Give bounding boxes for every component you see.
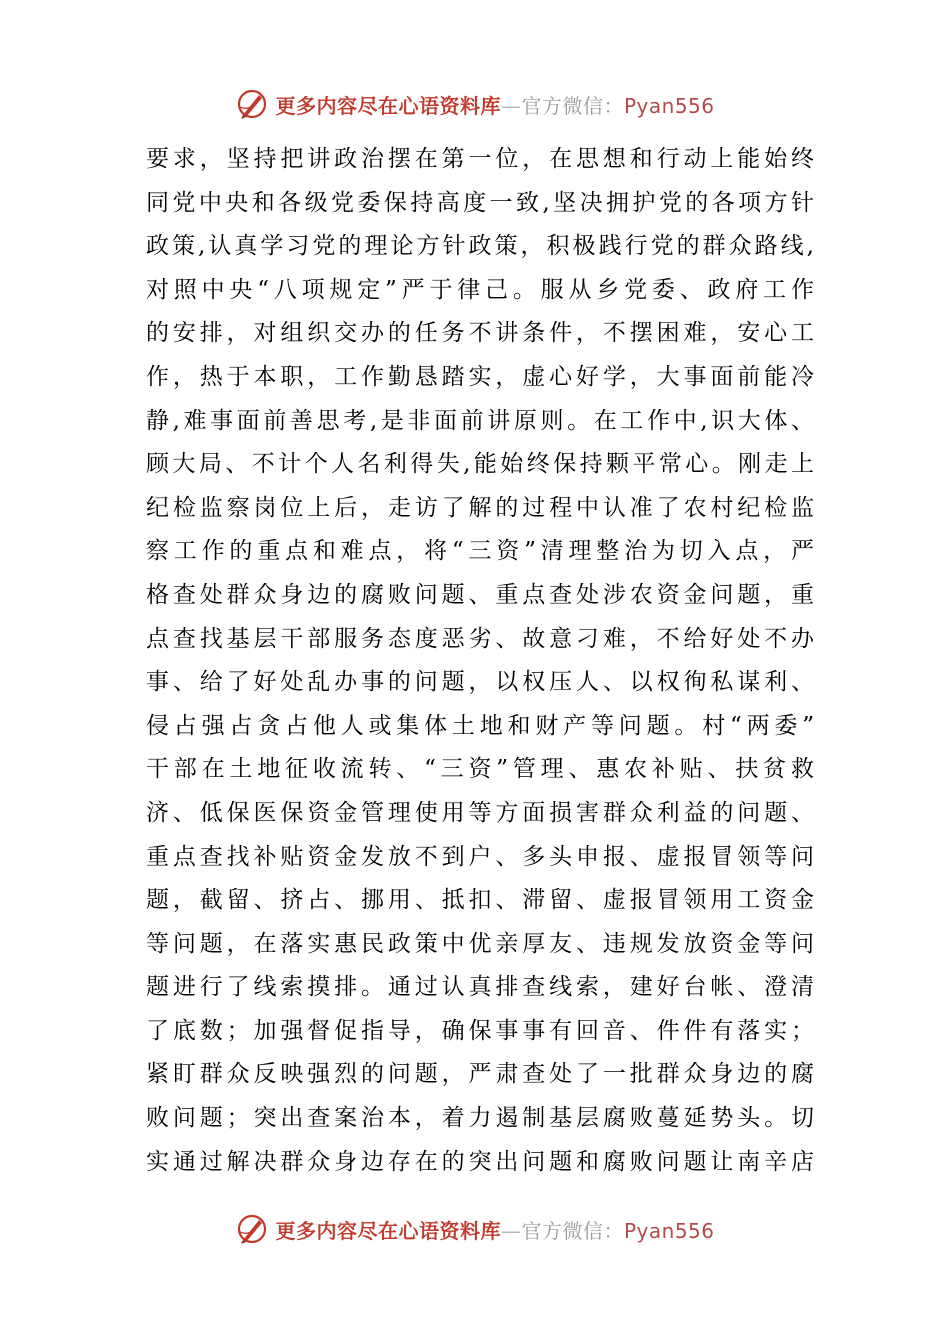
text-line: 实通过解决群众身边存在的突出问题和腐败问题让南辛店 [146,1148,814,1175]
text-line: 要求，坚持把讲政治摆在第一位，在思想和行动上能始终 [146,146,814,172]
text-line: 题进行了线索摸排。通过认真排查线索，建好台帐、澄清 [146,974,814,1001]
document-body [146,138,814,1184]
text-line: 察工作的重点和难点，将“三资”清理整治为切入点，严 [146,538,814,565]
text-line: 作，热于本职，工作勤恳踏实，虚心好学，大事面前能冷 [146,363,814,390]
text-line: 重点查找补贴资金发放不到户、多头申报、虚报冒领等问 [146,843,814,870]
watermark-text [275,1215,714,1244]
text-line: 等问题，在落实惠民政策中优亲厚友、违规发放资金等问 [146,930,814,957]
watermark-main: 更多内容尽在心语资料库 [275,1218,501,1243]
watermark-separator: — [500,1218,522,1243]
text-line: 的安排，对组织交办的任务不讲条件，不摆困难，安心工 [146,320,814,347]
watermark-text [275,90,714,119]
text-line: 点查找基层干部服务态度恶劣、故意刁难，不给好处不办 [146,625,814,652]
pen-logo-icon [235,1212,269,1246]
watermark-id: Pyan556 [623,1218,715,1243]
watermark-id: Pyan556 [623,93,715,118]
text-line: 了底数；加强督促指导，确保事事有回音、件件有落实； [146,1017,814,1044]
text-line: 败问题；突出查案治本，着力遏制基层腐败蔓延势头。切 [146,1105,814,1132]
text-line: 侵占强占贪占他人或集体土地和财产等问题。村“两委” [146,712,814,739]
text-line: 事、给了好处乱办事的问题，以权压人、以权徇私谋利、 [146,669,814,696]
text-line: 同党中央和各级党委保持高度一致,坚决拥护党的各项方针 [146,189,814,216]
text-line: 纪检监察岗位上后，走访了解的过程中认准了农村纪检监 [146,494,814,521]
text-line: 干部在土地征收流转、“三资”管理、惠农补贴、扶贫救 [146,756,814,783]
footer-watermark [0,1209,950,1249]
text-line: 政策,认真学习党的理论方针政策，积极践行党的群众路线, [146,233,814,260]
text-line: 济、低保医保资金管理使用等方面损害群众利益的问题、 [146,799,814,826]
text-line: 顾大局、不计个人名利得失,能始终保持颗平常心。刚走上 [146,451,814,478]
watermark-label: 官方微信： [521,1218,624,1243]
pen-logo-icon [235,87,269,121]
text-line: 紧盯群众反映强烈的问题，严肃查处了一批群众身边的腐 [146,1061,814,1088]
watermark-main: 更多内容尽在心语资料库 [275,93,501,118]
header-watermark [0,84,950,124]
text-line: 格查处群众身边的腐败问题、重点查处涉农资金问题，重 [146,581,814,608]
watermark-separator: — [500,93,522,118]
text-line: 对照中央“八项规定”严于律己。服从乡党委、政府工作 [146,276,814,303]
text-line: 静,难事面前善思考,是非面前讲原则。在工作中,识大体、 [146,407,814,434]
text-line: 题，截留、挤占、挪用、抵扣、滞留、虚报冒领用工资金 [146,887,814,914]
watermark-label: 官方微信： [521,93,624,118]
